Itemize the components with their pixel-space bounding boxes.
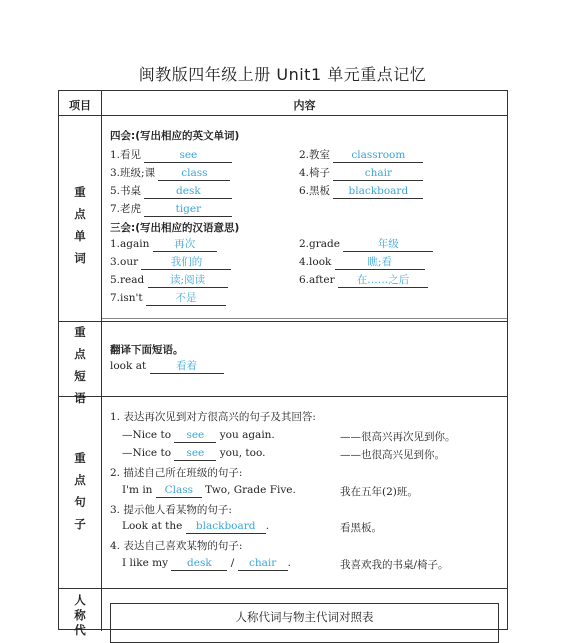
- phrase-item: look at 看着: [110, 360, 224, 374]
- pronoun-table-box: [110, 603, 499, 643]
- sentence-line: Look at the blackboard .: [122, 520, 270, 532]
- word-item: 2.grade 年级: [299, 238, 433, 252]
- word-item: 1.看见 see: [110, 147, 232, 163]
- sentence-translation: ——也很高兴见到你。: [340, 449, 445, 461]
- answer-blank: desk: [144, 185, 232, 199]
- word-item: 6.黑板 blackboard: [299, 183, 423, 199]
- word-item: 4.椅子 chair: [299, 165, 423, 181]
- answer-blank: chair: [333, 167, 423, 181]
- sentence-line: —Nice to see you, too.: [122, 447, 266, 459]
- section-label-phrases: 重 点 短 语: [74, 325, 86, 405]
- sentence-line: I like my desk / chair .: [122, 557, 291, 569]
- phrases-instruction: 翻译下面短语。: [110, 344, 184, 356]
- word-item: 1.again 再次: [110, 238, 217, 252]
- answer-blank: 年级: [343, 238, 433, 252]
- word-item: 3.班级;课 class: [110, 165, 230, 181]
- answer-blank: 在……之后: [338, 274, 428, 288]
- answer-blank: 不是: [146, 292, 226, 306]
- page-title: 闽教版四年级上册 Unit1 单元重点记忆: [138, 65, 427, 84]
- three-skills-heading: 三会:(写出相应的汉语意思): [110, 222, 240, 234]
- word-item: 5.read 读;阅读: [110, 274, 228, 288]
- sentence-line: —Nice to see you again.: [122, 429, 275, 441]
- sentence-translation: 我喜欢我的书桌/椅子。: [340, 559, 449, 571]
- header-item: 项目: [69, 99, 91, 112]
- answer-blank: see: [144, 149, 232, 163]
- summary-table: [58, 90, 508, 637]
- answer-blank: 再次: [153, 238, 217, 252]
- answer-blank: blackboard: [333, 185, 423, 199]
- word-item: 3.our 我们的: [110, 256, 231, 270]
- answer-blank: tiger: [144, 203, 232, 217]
- word-item: 5.书桌 desk: [110, 183, 232, 199]
- header-content: 内容: [293, 99, 316, 112]
- sentence-translation: ——很高兴再次见到你。: [340, 431, 456, 443]
- answer-blank: 瞧;看: [335, 256, 425, 270]
- word-item: 6.after 在……之后: [299, 274, 428, 288]
- section-label-words: 重 点 单 词: [74, 185, 86, 265]
- section-label-pronouns: 人 称 代: [74, 593, 86, 637]
- answer-blank: classroom: [333, 149, 423, 163]
- answer-blank: see: [174, 429, 216, 443]
- answer-blank: blackboard: [186, 520, 266, 534]
- answer-blank: 我们的: [141, 256, 231, 270]
- sentence-translation: 看黑板。: [340, 522, 382, 534]
- sentence-question-2: 2. 描述自己所在班级的句子:: [110, 467, 243, 479]
- answer-blank: 看着: [150, 360, 224, 374]
- pronoun-table-title: 人称代词与物主代词对照表: [235, 610, 374, 624]
- sentence-question-4: 4. 表达自己喜欢某物的句子:: [110, 540, 243, 552]
- word-item: 7.isn't 不是: [110, 292, 226, 306]
- answer-blank: see: [174, 447, 216, 461]
- answer-blank: Class: [156, 484, 202, 498]
- section-label-sentences: 重 点 句 子: [74, 451, 86, 531]
- word-item: 4.look 瞧;看: [299, 256, 425, 270]
- word-item: 2.教室 classroom: [299, 147, 423, 163]
- sentence-line: I'm in Class Two, Grade Five.: [122, 484, 296, 496]
- sentence-question-1: 1. 表达再次见到对方很高兴的句子及其回答:: [110, 411, 316, 423]
- answer-blank: 读;阅读: [148, 274, 228, 288]
- answer-blank: desk: [171, 557, 227, 571]
- answer-blank: class: [158, 167, 230, 181]
- sentence-translation: 我在五年(2)班。: [340, 486, 418, 498]
- sentence-question-3: 3. 提示他人看某物的句子:: [110, 504, 232, 516]
- word-item: 7.老虎 tiger: [110, 201, 232, 217]
- four-skills-heading: 四会:(写出相应的英文单词): [110, 130, 240, 142]
- answer-blank: chair: [238, 557, 288, 571]
